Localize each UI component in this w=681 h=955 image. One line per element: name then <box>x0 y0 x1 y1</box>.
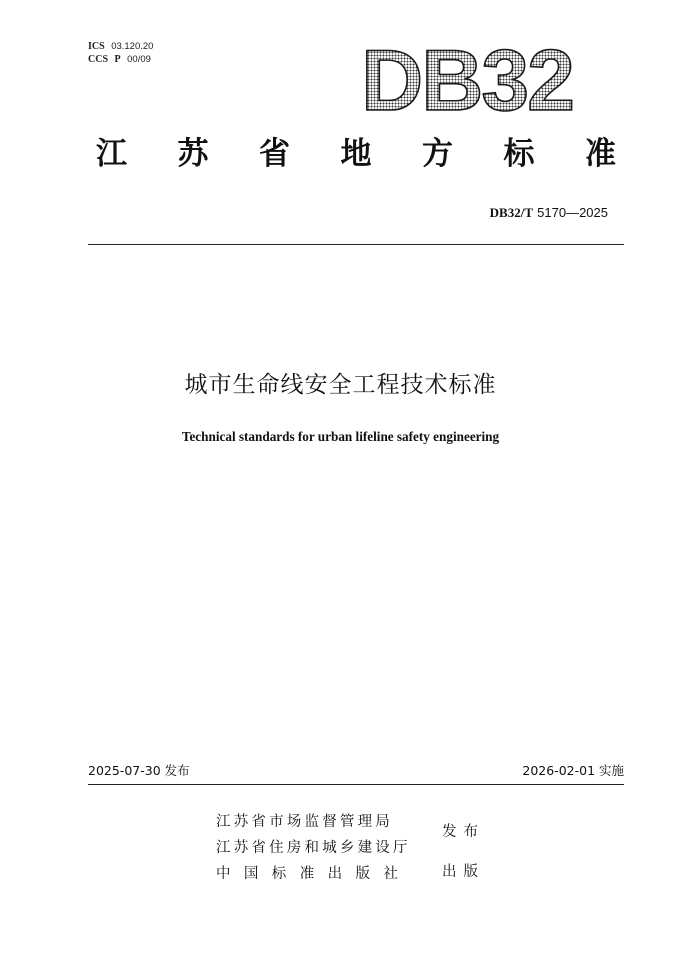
ccs-prefix: P <box>114 54 121 65</box>
authority-char: 准 <box>585 136 616 172</box>
ccs-row <box>88 53 153 66</box>
db32-logo: DB32 <box>361 33 573 129</box>
authority-char: 地 <box>340 136 372 172</box>
ics-label: ICS <box>88 41 105 52</box>
ccs-label: CCS <box>88 54 109 65</box>
ccs-code: 00/09 <box>127 54 151 65</box>
authority-char: 江 <box>96 136 127 172</box>
publisher-list <box>216 809 411 887</box>
authority-char: 标 <box>503 136 535 172</box>
document-title-cn: 城市生命线安全工程技术标准 <box>184 372 497 398</box>
classification-codes <box>88 40 153 66</box>
press-name: 中国标准出版社 <box>216 866 412 882</box>
ics-row <box>88 40 153 53</box>
standard-number <box>490 205 608 222</box>
header-divider <box>88 244 624 245</box>
authority-char: 苏 <box>177 136 209 172</box>
publisher-org: 江苏省市场监督管理局 <box>216 814 393 830</box>
issue-label: 发布 <box>442 824 485 840</box>
press-label: 出版 <box>442 864 485 880</box>
implement-date: 2026-02-01 实施 <box>522 763 624 778</box>
publisher-org: 江苏省住房和城乡建设厅 <box>216 840 411 856</box>
publish-date: 2025-07-30 发布 <box>88 763 190 778</box>
standard-prefix: DB32/T <box>489 205 534 220</box>
authority-heading <box>96 134 616 174</box>
authority-char: 省 <box>259 136 290 172</box>
standard-code: 5170—2025 <box>537 205 608 220</box>
footer-divider <box>88 784 624 785</box>
authority-char: 方 <box>422 136 453 172</box>
ics-code: 03.120.20 <box>111 41 154 52</box>
document-title-en: Technical standards for urban lifeline safety engineering <box>181 429 500 444</box>
